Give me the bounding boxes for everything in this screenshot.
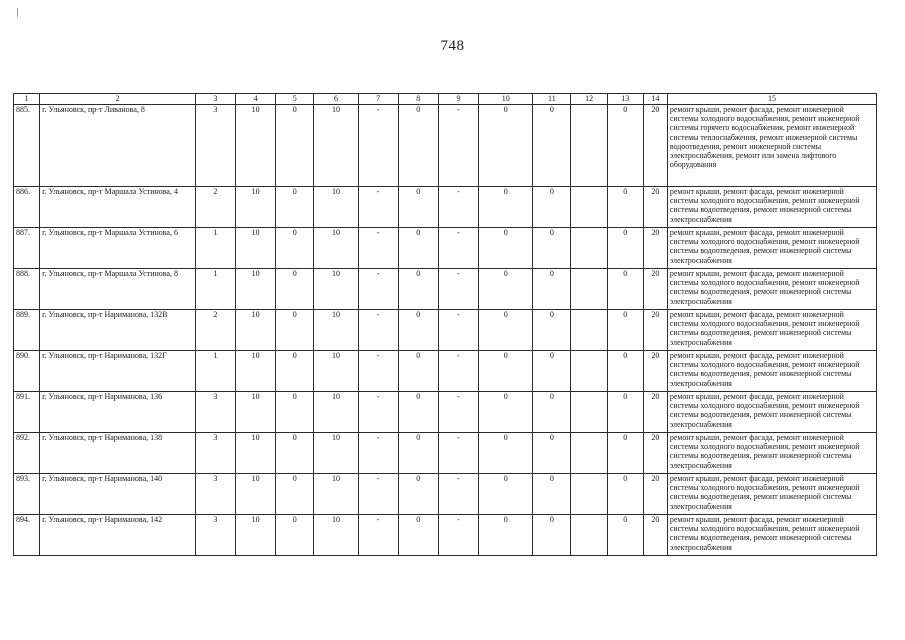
works-description-cell: ремонт крыши, ремонт фасада, ремонт инженерной системы холодного водоснабжения, ремонт инженерной системы водоотведения, ремонт инженерной системы электроснабжения	[667, 228, 876, 269]
table-row	[14, 269, 877, 310]
header-row	[14, 94, 877, 105]
address-cell: г. Ульяновск, пр-т Ливанова, 8	[40, 105, 196, 187]
col4-cell: 10	[236, 474, 276, 515]
column-header-7: 7	[358, 94, 398, 105]
col13-cell: 0	[607, 392, 643, 433]
col11-cell: 0	[533, 433, 571, 474]
col4-cell: 10	[236, 105, 276, 187]
column-header-1: 1	[14, 94, 40, 105]
col4-cell: 10	[236, 228, 276, 269]
col7-cell: -	[358, 269, 398, 310]
row-number-cell: 889.	[14, 310, 40, 351]
col9-cell: -	[438, 228, 478, 269]
column-header-10: 10	[479, 94, 533, 105]
col9-cell: -	[438, 515, 478, 556]
table-row	[14, 433, 877, 474]
col11-cell: 0	[533, 228, 571, 269]
col12-cell	[571, 187, 607, 228]
table-row	[14, 474, 877, 515]
works-description-cell: ремонт крыши, ремонт фасада, ремонт инженерной системы холодного водоснабжения, ремонт инженерной системы водоотведения, ремонт инженерной системы электроснабжения	[667, 392, 876, 433]
col6-cell: 10	[314, 515, 358, 556]
col3-cell: 3	[195, 474, 235, 515]
row-number-cell: 886.	[14, 187, 40, 228]
col9-cell: -	[438, 187, 478, 228]
col3-cell: 2	[195, 310, 235, 351]
col4-cell: 10	[236, 433, 276, 474]
col7-cell: -	[358, 310, 398, 351]
col3-cell: 1	[195, 228, 235, 269]
col14-cell: 20	[643, 474, 667, 515]
col10-cell: 0	[479, 392, 533, 433]
col4-cell: 10	[236, 351, 276, 392]
address-cell: г. Ульяновск, пр-т Маршала Устинова, 8	[40, 269, 196, 310]
column-header-3: 3	[195, 94, 235, 105]
table-row	[14, 105, 877, 187]
column-header-8: 8	[398, 94, 438, 105]
col6-cell: 10	[314, 474, 358, 515]
col5-cell: 0	[276, 351, 314, 392]
col9-cell: -	[438, 392, 478, 433]
scan-corner-mark	[17, 8, 18, 17]
address-cell: г. Ульяновск, пр-т Нариманова, 132Г	[40, 351, 196, 392]
column-header-6: 6	[314, 94, 358, 105]
works-description-cell: ремонт крыши, ремонт фасада, ремонт инженерной системы холодного водоснабжения, ремонт инженерной системы водоотведения, ремонт инженерной системы электроснабжения	[667, 187, 876, 228]
table-row	[14, 310, 877, 351]
address-cell: г. Ульяновск, пр-т Нариманова, 138	[40, 433, 196, 474]
row-number-cell: 891.	[14, 392, 40, 433]
column-header-11: 11	[533, 94, 571, 105]
works-description-cell: ремонт крыши, ремонт фасада, ремонт инженерной системы холодного водоснабжения, ремонт инженерной системы водоотведения, ремонт инженерной системы электроснабжения	[667, 351, 876, 392]
col3-cell: 2	[195, 187, 235, 228]
col10-cell: 0	[479, 433, 533, 474]
col12-cell	[571, 269, 607, 310]
col3-cell: 3	[195, 105, 235, 187]
col3-cell: 1	[195, 351, 235, 392]
column-header-4: 4	[236, 94, 276, 105]
works-description-cell: ремонт крыши, ремонт фасада, ремонт инженерной системы холодного водоснабжения, ремонт инженерной системы водоотведения, ремонт инженерной системы электроснабжения	[667, 515, 876, 556]
col9-cell: -	[438, 351, 478, 392]
col12-cell	[571, 351, 607, 392]
col10-cell: 0	[479, 351, 533, 392]
col14-cell: 20	[643, 351, 667, 392]
col7-cell: -	[358, 228, 398, 269]
col7-cell: -	[358, 351, 398, 392]
col12-cell	[571, 228, 607, 269]
col14-cell: 20	[643, 105, 667, 187]
col6-cell: 10	[314, 187, 358, 228]
col13-cell: 0	[607, 351, 643, 392]
col3-cell: 3	[195, 392, 235, 433]
col10-cell: 0	[479, 187, 533, 228]
col10-cell: 0	[479, 105, 533, 187]
row-number-cell: 893.	[14, 474, 40, 515]
col4-cell: 10	[236, 515, 276, 556]
col6-cell: 10	[314, 310, 358, 351]
col4-cell: 10	[236, 310, 276, 351]
col8-cell: 0	[398, 228, 438, 269]
address-cell: г. Ульяновск, пр-т Маршала Устинова, 4	[40, 187, 196, 228]
col8-cell: 0	[398, 310, 438, 351]
col4-cell: 10	[236, 392, 276, 433]
col6-cell: 10	[314, 392, 358, 433]
col8-cell: 0	[398, 392, 438, 433]
col11-cell: 0	[533, 392, 571, 433]
col5-cell: 0	[276, 474, 314, 515]
col11-cell: 0	[533, 474, 571, 515]
col12-cell	[571, 105, 607, 187]
col4-cell: 10	[236, 187, 276, 228]
col13-cell: 0	[607, 515, 643, 556]
col14-cell: 20	[643, 433, 667, 474]
page-number: 748	[440, 38, 465, 54]
column-header-14: 14	[643, 94, 667, 105]
col7-cell: -	[358, 187, 398, 228]
table-body	[14, 105, 877, 556]
works-description-cell: ремонт крыши, ремонт фасада, ремонт инженерной системы холодного водоснабжения, ремонт инженерной системы водоотведения, ремонт инженерной системы электроснабжения	[667, 310, 876, 351]
col9-cell: -	[438, 474, 478, 515]
col5-cell: 0	[276, 269, 314, 310]
col11-cell: 0	[533, 105, 571, 187]
col14-cell: 20	[643, 187, 667, 228]
col11-cell: 0	[533, 351, 571, 392]
col5-cell: 0	[276, 228, 314, 269]
row-number-cell: 887.	[14, 228, 40, 269]
col8-cell: 0	[398, 269, 438, 310]
col12-cell	[571, 433, 607, 474]
col10-cell: 0	[479, 228, 533, 269]
table-row	[14, 228, 877, 269]
col7-cell: -	[358, 515, 398, 556]
col10-cell: 0	[479, 474, 533, 515]
col12-cell	[571, 392, 607, 433]
works-description-cell: ремонт крыши, ремонт фасада, ремонт инженерной системы холодного водоснабжения, ремонт инженерной системы горячего водоснабжения, ремонт инженерной системы теплоснабжения, ремонт инженерной системы водоотведения, ремонт инженерной системы электроснабжения, ремонт или замена лифтового оборудования	[667, 105, 876, 187]
col13-cell: 0	[607, 433, 643, 474]
col11-cell: 0	[533, 269, 571, 310]
col7-cell: -	[358, 392, 398, 433]
col3-cell: 1	[195, 269, 235, 310]
table-row	[14, 515, 877, 556]
col7-cell: -	[358, 105, 398, 187]
row-number-cell: 894.	[14, 515, 40, 556]
address-cell: г. Ульяновск, пр-т Нариманова, 140	[40, 474, 196, 515]
address-cell: г. Ульяновск, пр-т Маршала Устинова, 6	[40, 228, 196, 269]
table-row	[14, 187, 877, 228]
col9-cell: -	[438, 269, 478, 310]
col8-cell: 0	[398, 433, 438, 474]
col6-cell: 10	[314, 105, 358, 187]
col8-cell: 0	[398, 351, 438, 392]
col14-cell: 20	[643, 310, 667, 351]
works-description-cell: ремонт крыши, ремонт фасада, ремонт инженерной системы холодного водоснабжения, ремонт инженерной системы водоотведения, ремонт инженерной системы электроснабжения	[667, 433, 876, 474]
works-description-cell: ремонт крыши, ремонт фасада, ремонт инженерной системы холодного водоснабжения, ремонт инженерной системы водоотведения, ремонт инженерной системы электроснабжения	[667, 474, 876, 515]
col13-cell: 0	[607, 228, 643, 269]
col5-cell: 0	[276, 515, 314, 556]
col8-cell: 0	[398, 187, 438, 228]
col6-cell: 10	[314, 433, 358, 474]
column-header-12: 12	[571, 94, 607, 105]
col4-cell: 10	[236, 269, 276, 310]
col5-cell: 0	[276, 392, 314, 433]
col10-cell: 0	[479, 310, 533, 351]
col6-cell: 10	[314, 228, 358, 269]
address-cell: г. Ульяновск, пр-т Нариманова, 142	[40, 515, 196, 556]
col11-cell: 0	[533, 515, 571, 556]
table-header	[14, 94, 877, 105]
column-header-9: 9	[438, 94, 478, 105]
row-number-cell: 890.	[14, 351, 40, 392]
works-description-cell: ремонт крыши, ремонт фасада, ремонт инженерной системы холодного водоснабжения, ремонт инженерной системы водоотведения, ремонт инженерной системы электроснабжения	[667, 269, 876, 310]
col5-cell: 0	[276, 310, 314, 351]
col10-cell: 0	[479, 269, 533, 310]
col14-cell: 20	[643, 269, 667, 310]
col5-cell: 0	[276, 105, 314, 187]
table-row	[14, 392, 877, 433]
column-header-13: 13	[607, 94, 643, 105]
table-row	[14, 351, 877, 392]
row-number-cell: 885.	[14, 105, 40, 187]
col8-cell: 0	[398, 515, 438, 556]
row-number-cell: 888.	[14, 269, 40, 310]
col8-cell: 0	[398, 474, 438, 515]
address-cell: г. Ульяновск, пр-т Нариманова, 136	[40, 392, 196, 433]
col6-cell: 10	[314, 269, 358, 310]
col9-cell: -	[438, 105, 478, 187]
column-header-5: 5	[276, 94, 314, 105]
col3-cell: 3	[195, 433, 235, 474]
col13-cell: 0	[607, 105, 643, 187]
col13-cell: 0	[607, 310, 643, 351]
row-number-cell: 892.	[14, 433, 40, 474]
col5-cell: 0	[276, 433, 314, 474]
registry-table	[13, 93, 877, 556]
col12-cell	[571, 474, 607, 515]
col8-cell: 0	[398, 105, 438, 187]
col6-cell: 10	[314, 351, 358, 392]
col11-cell: 0	[533, 310, 571, 351]
col12-cell	[571, 310, 607, 351]
col5-cell: 0	[276, 187, 314, 228]
column-header-15: 15	[667, 94, 876, 105]
col14-cell: 20	[643, 392, 667, 433]
address-cell: г. Ульяновск, пр-т Нариманова, 132В	[40, 310, 196, 351]
col9-cell: -	[438, 310, 478, 351]
col14-cell: 20	[643, 515, 667, 556]
col13-cell: 0	[607, 474, 643, 515]
col14-cell: 20	[643, 228, 667, 269]
col13-cell: 0	[607, 187, 643, 228]
col11-cell: 0	[533, 187, 571, 228]
col13-cell: 0	[607, 269, 643, 310]
column-header-2: 2	[40, 94, 196, 105]
col7-cell: -	[358, 433, 398, 474]
col9-cell: -	[438, 433, 478, 474]
col12-cell	[571, 515, 607, 556]
col7-cell: -	[358, 474, 398, 515]
col10-cell: 0	[479, 515, 533, 556]
col3-cell: 3	[195, 515, 235, 556]
